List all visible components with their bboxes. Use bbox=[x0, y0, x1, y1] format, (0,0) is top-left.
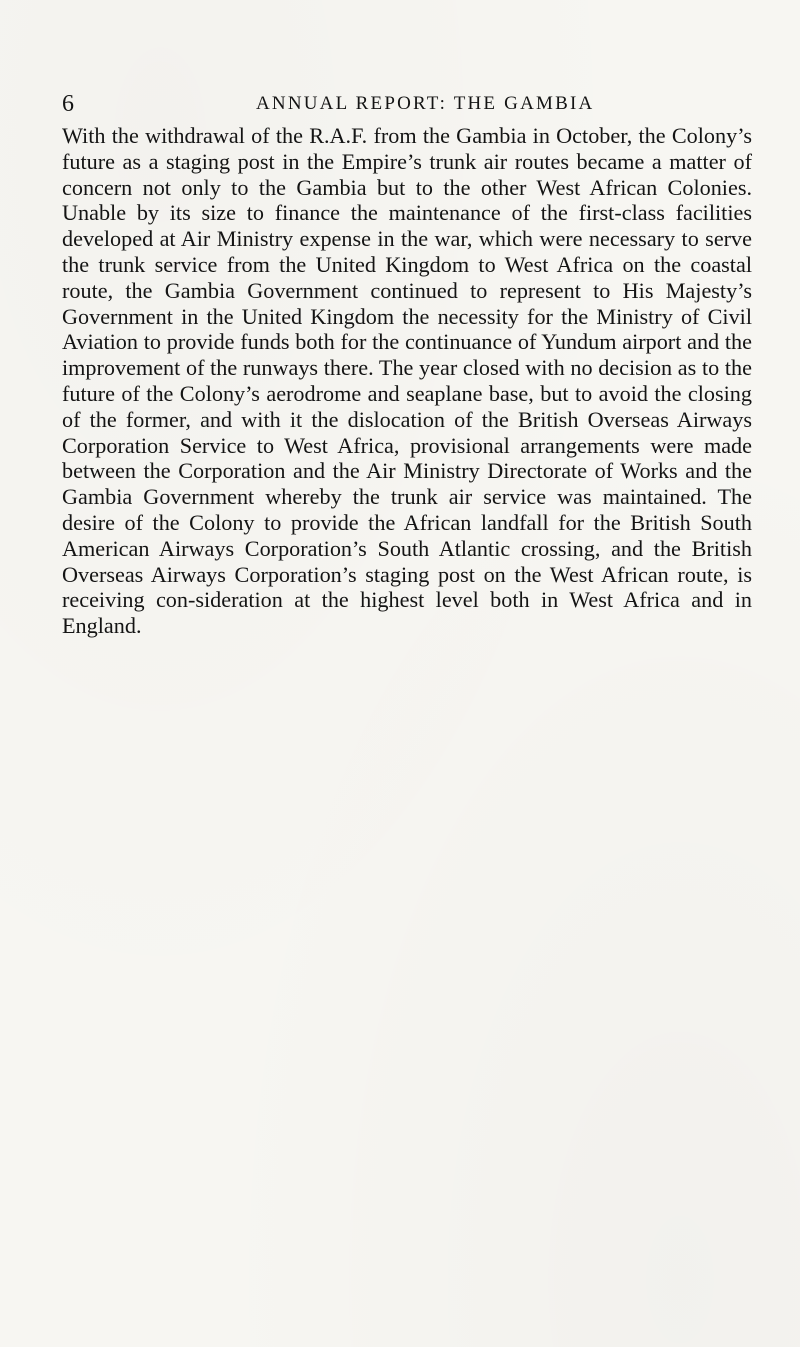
page-header bbox=[62, 90, 752, 118]
running-head: ANNUAL REPORT: THE GAMBIA bbox=[256, 93, 595, 114]
body-paragraph: With the withdrawal of the R.A.F. from the Gambia in October, the Colony’s future as a staging post in the Empire’s trunk air routes became a matter of concern not only to the Gambia but to the other West African Colonies. Unable by its size to finance the maintenance of the first-class facilities developed at Air Ministry expense in the war, which were necessary to serve the trunk service from the United Kingdom to West Africa on the coastal route, the Gambia Government continued to represent to His Majesty’s Government in the United Kingdom the necessity for the Ministry of Civil Aviation to provide funds both for the continuance of Yundum airport and the improvement of the runways there. The year closed with no decision as to the future of the Colony’s aerodrome and seaplane base, but to avoid the closing of the former, and with it the dislocation of the British Overseas Airways Corporation Service to West Africa, provisional arrangements were made between the Corporation and the Air Ministry Directorate of Works and the Gambia Government whereby the trunk air service was maintained. The desire of the Colony to provide the African landfall for the British South American Airways Corporation’s South Atlantic crossing, and the British Overseas Airways Corporation’s staging post on the West African route, is receiving con-sideration at the highest level both in West Africa and in England. bbox=[62, 123, 752, 639]
page-number: 6 bbox=[62, 91, 74, 117]
